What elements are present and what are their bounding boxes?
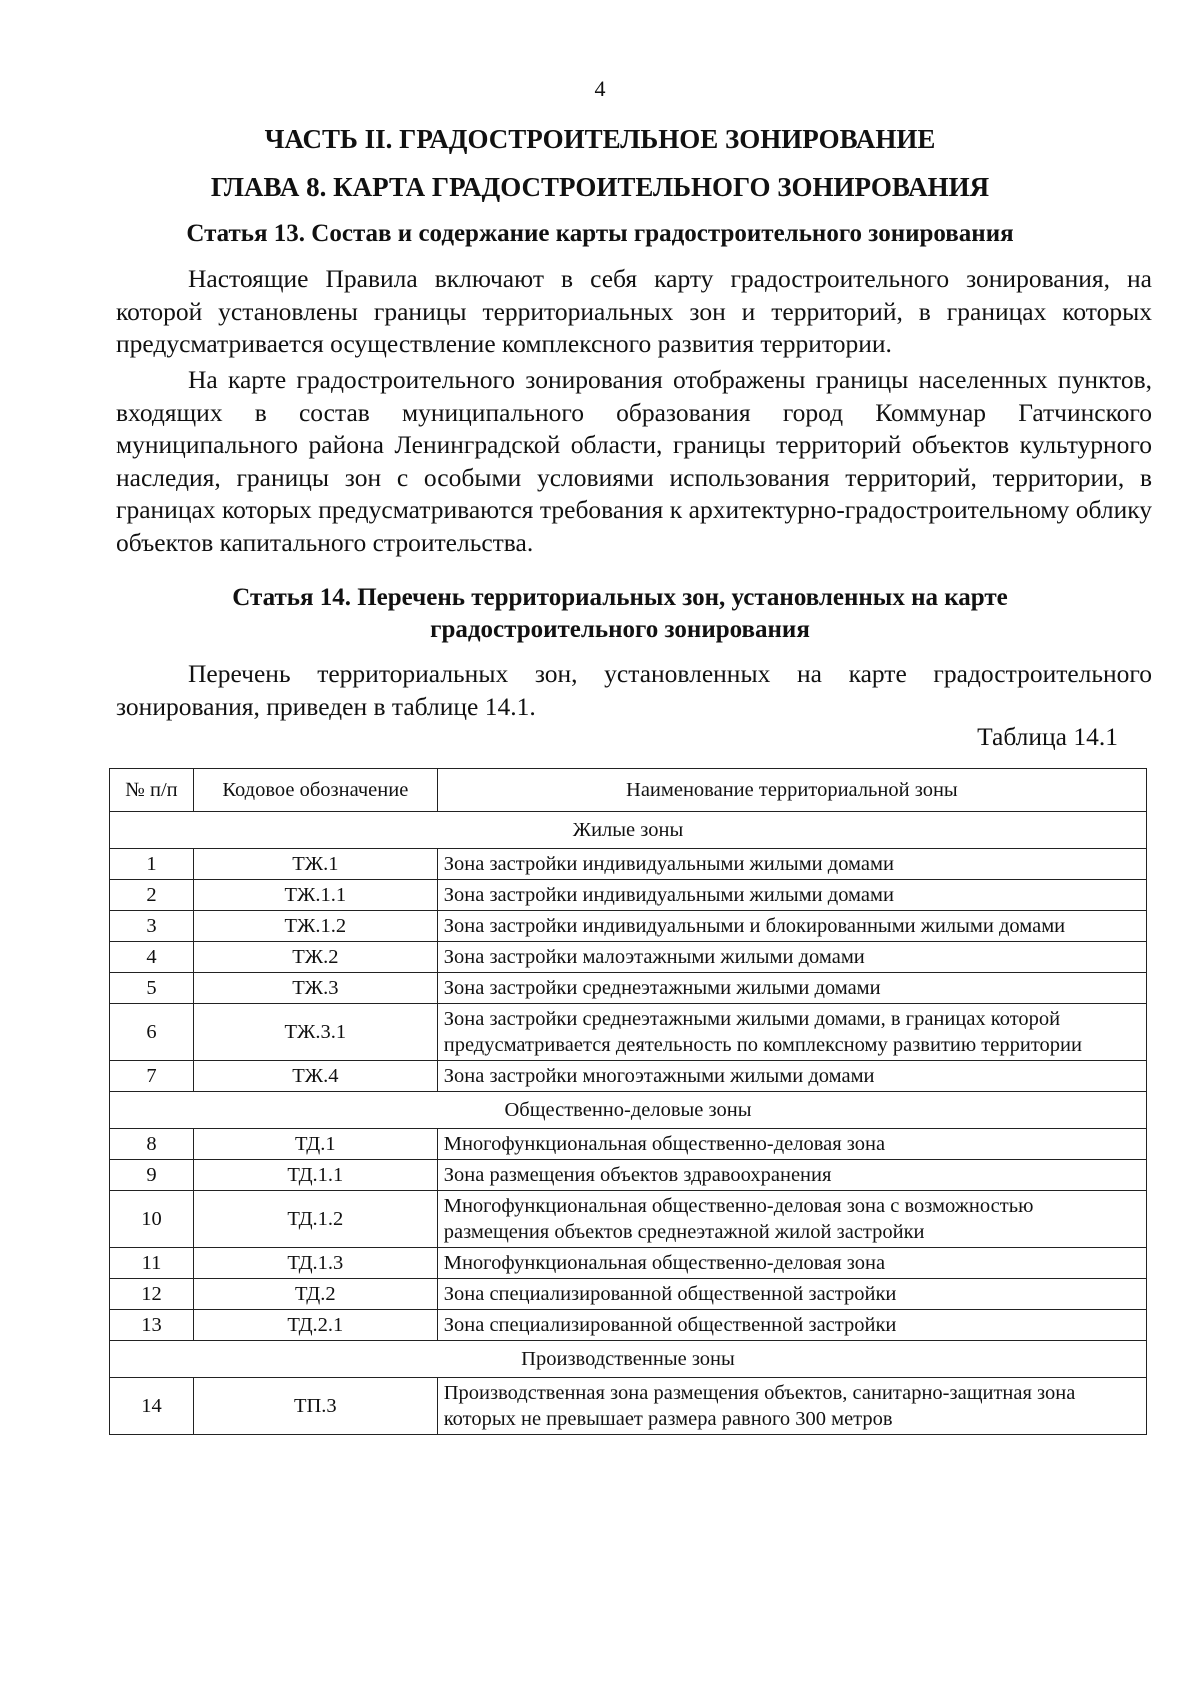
article-14-paragraph: Перечень территориальных зон, установленных на карте градостроительного зонирования, приведен в таблице 14.1. [116,659,1152,721]
row-code: ТД.1.2 [193,1191,437,1248]
group-industrial: Производственные зоны [110,1341,1147,1378]
row-number: 5 [110,973,194,1004]
table-row [110,1004,1147,1061]
article-13-paragraph-2: На карте градостроительного зонирования отображены границы населенных пунктов, входящих в состав муниципального образования город Коммунар Гатчинского муниципального района Ленинградской области, границы территорий объектов культурного наследия, границы зон с особыми условиями использования территорий, территории, в границах которых предусматриваются требования к архитектурно-градостроительному облику объектов капитального строительства. [116,365,1152,557]
group-row [110,1341,1147,1378]
row-zone-name: Зона застройки многоэтажными жилыми домами [437,1061,1146,1092]
row-zone-name: Зона специализированной общественной застройки [437,1310,1146,1341]
row-zone-name: Многофункциональная общественно-деловая зона [437,1129,1146,1160]
table-row [110,911,1147,942]
table-row [110,1310,1147,1341]
row-number: 4 [110,942,194,973]
row-number: 6 [110,1004,194,1061]
row-code: ТЖ.1.2 [193,911,437,942]
row-number: 1 [110,849,194,880]
table-row [110,1191,1147,1248]
chapter-heading: ГЛАВА 8. КАРТА ГРАДОСТРОИТЕЛЬНОГО ЗОНИРОВАНИЯ [210,172,990,202]
row-zone-name: Зона специализированной общественной застройки [437,1279,1146,1310]
zones-table [109,768,1147,1435]
row-code: ТД.1.3 [193,1248,437,1279]
header-number: № п/п [110,769,194,812]
row-code: ТЖ.3.1 [193,1004,437,1061]
table-caption: Таблица 14.1 [977,722,1118,751]
row-zone-name: Зона застройки среднеэтажными жилыми домами, в границах которой предусматривается деятельность по комплексному развитию территории [437,1004,1146,1061]
page-number: 4 [594,76,606,101]
row-zone-name: Зона застройки малоэтажными жилыми домами [437,942,1146,973]
group-row [110,812,1147,849]
row-code: ТД.2.1 [193,1310,437,1341]
row-number: 12 [110,1279,194,1310]
row-number: 14 [110,1378,194,1435]
row-zone-name: Зона застройки индивидуальными жилыми домами [437,880,1146,911]
row-number: 8 [110,1129,194,1160]
article-14-title-line-2: градостроительного зонирования [430,616,810,643]
row-zone-name: Производственная зона размещения объектов, санитарно-защитная зона которых не превышает размера равного 300 метров [437,1378,1146,1435]
row-number: 10 [110,1191,194,1248]
row-code: ТЖ.1.1 [193,880,437,911]
article-13-title: Статья 13. Состав и содержание карты градостроительного зонирования [186,220,1014,247]
part-heading: ЧАСТЬ II. ГРАДОСТРОИТЕЛЬНОЕ ЗОНИРОВАНИЕ [264,124,936,154]
table-header-row [110,769,1147,812]
row-code: ТЖ.4 [193,1061,437,1092]
row-number: 11 [110,1248,194,1279]
header-code: Кодовое обозначение [193,769,437,812]
group-residential: Жилые зоны [110,812,1147,849]
row-code: ТД.1 [193,1129,437,1160]
group-business: Общественно-деловые зоны [110,1092,1147,1129]
row-code: ТД.2 [193,1279,437,1310]
table-row [110,942,1147,973]
table-row [110,1279,1147,1310]
row-zone-name: Многофункциональная общественно-деловая зона [437,1248,1146,1279]
row-code: ТЖ.3 [193,973,437,1004]
table-row [110,1061,1147,1092]
table-row [110,1248,1147,1279]
group-row [110,1092,1147,1129]
table-row [110,849,1147,880]
row-code: ТП.3 [193,1378,437,1435]
header-zone-name: Наименование территориальной зоны [437,769,1146,812]
row-zone-name: Многофункциональная общественно-деловая зона с возможностью размещения объектов среднеэтажной жилой застройки [437,1191,1146,1248]
row-zone-name: Зона застройки среднеэтажными жилыми домами [437,973,1146,1004]
article-14-title-line-1: Статья 14. Перечень территориальных зон, установленных на карте [232,584,1008,611]
row-code: ТД.1.1 [193,1160,437,1191]
row-code: ТЖ.2 [193,942,437,973]
row-number: 9 [110,1160,194,1191]
row-number: 3 [110,911,194,942]
table-row [110,1160,1147,1191]
table-row [110,973,1147,1004]
table-row [110,880,1147,911]
row-number: 13 [110,1310,194,1341]
row-zone-name: Зона размещения объектов здравоохранения [437,1160,1146,1191]
article-14-title [160,582,1080,646]
article-13-paragraph-1: Настоящие Правила включают в себя карту градостроительного зонирования, на которой установлены границы территориальных зон и территорий, в границах которых предусматривается осуществление комплексного развития территории. [116,264,1152,358]
row-zone-name: Зона застройки индивидуальными и блокированными жилыми домами [437,911,1146,942]
table-row [110,1129,1147,1160]
row-number: 7 [110,1061,194,1092]
row-number: 2 [110,880,194,911]
row-zone-name: Зона застройки индивидуальными жилыми домами [437,849,1146,880]
row-code: ТЖ.1 [193,849,437,880]
table-row [110,1378,1147,1435]
